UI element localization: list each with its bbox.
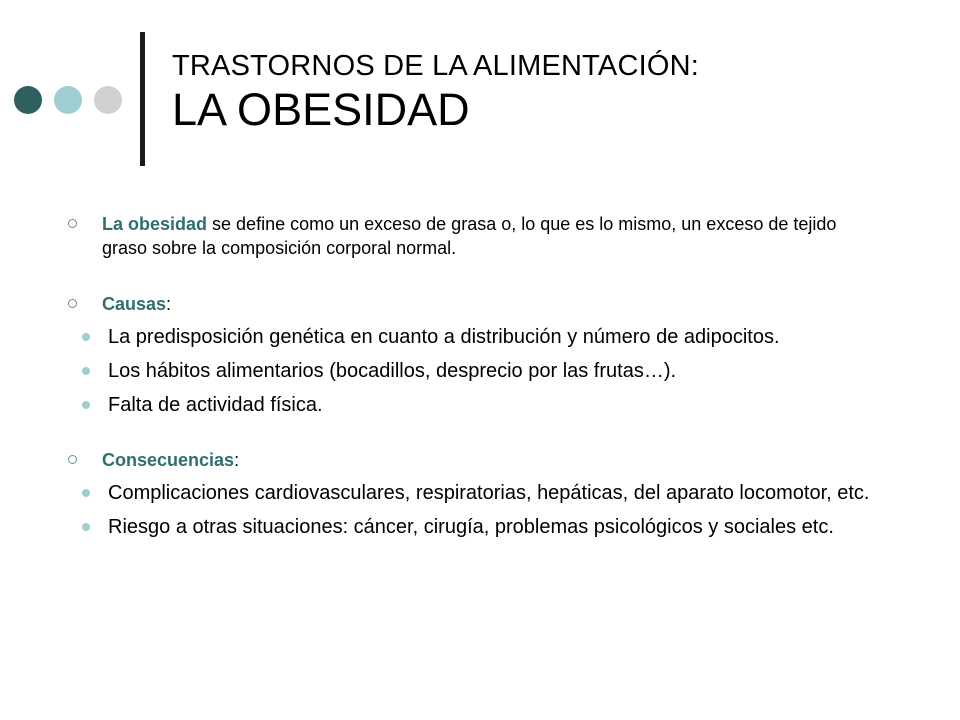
causes-keyword: Causas — [102, 294, 167, 314]
list-item: Riesgo a otras situaciones: cáncer, cirugía, problemas psicológicos y sociales etc. — [66, 514, 886, 540]
title-divider — [140, 32, 145, 166]
list-item: Complicaciones cardiovasculares, respiratorias, hepáticas, del aparato locomotor, etc. — [66, 480, 886, 506]
slide-content — [66, 212, 886, 548]
consequences-keyword: Consecuencias — [102, 450, 235, 470]
decorative-dots — [14, 86, 124, 116]
gray-dot-icon — [94, 86, 122, 114]
title-line-1: TRASTORNOS DE LA ALIMENTACIÓN: — [172, 50, 700, 82]
teal-dot-icon — [54, 86, 82, 114]
list-item: Los hábitos alimentarios (bocadillos, desprecio por las frutas…). — [66, 358, 886, 384]
consequences-point — [66, 448, 886, 472]
list-item: Falta de actividad física. — [66, 392, 886, 418]
definition-text: se define como un exceso de grasa o, lo que es lo mismo, un exceso de tejido graso sobre la composición corporal normal. — [102, 214, 837, 258]
causes-colon: : — [166, 294, 172, 314]
list-item: La predisposición genética en cuanto a distribución y número de adipocitos. — [66, 324, 886, 350]
causes-point — [66, 292, 886, 316]
definition-point — [66, 212, 886, 260]
consequences-list — [66, 480, 886, 540]
dark-dot-icon — [14, 86, 42, 114]
causes-list — [66, 324, 886, 418]
title-line-2: LA OBESIDAD — [172, 84, 470, 135]
definition-keyword: La obesidad — [102, 214, 208, 234]
consequences-colon: : — [234, 450, 240, 470]
slide-title — [172, 48, 699, 136]
